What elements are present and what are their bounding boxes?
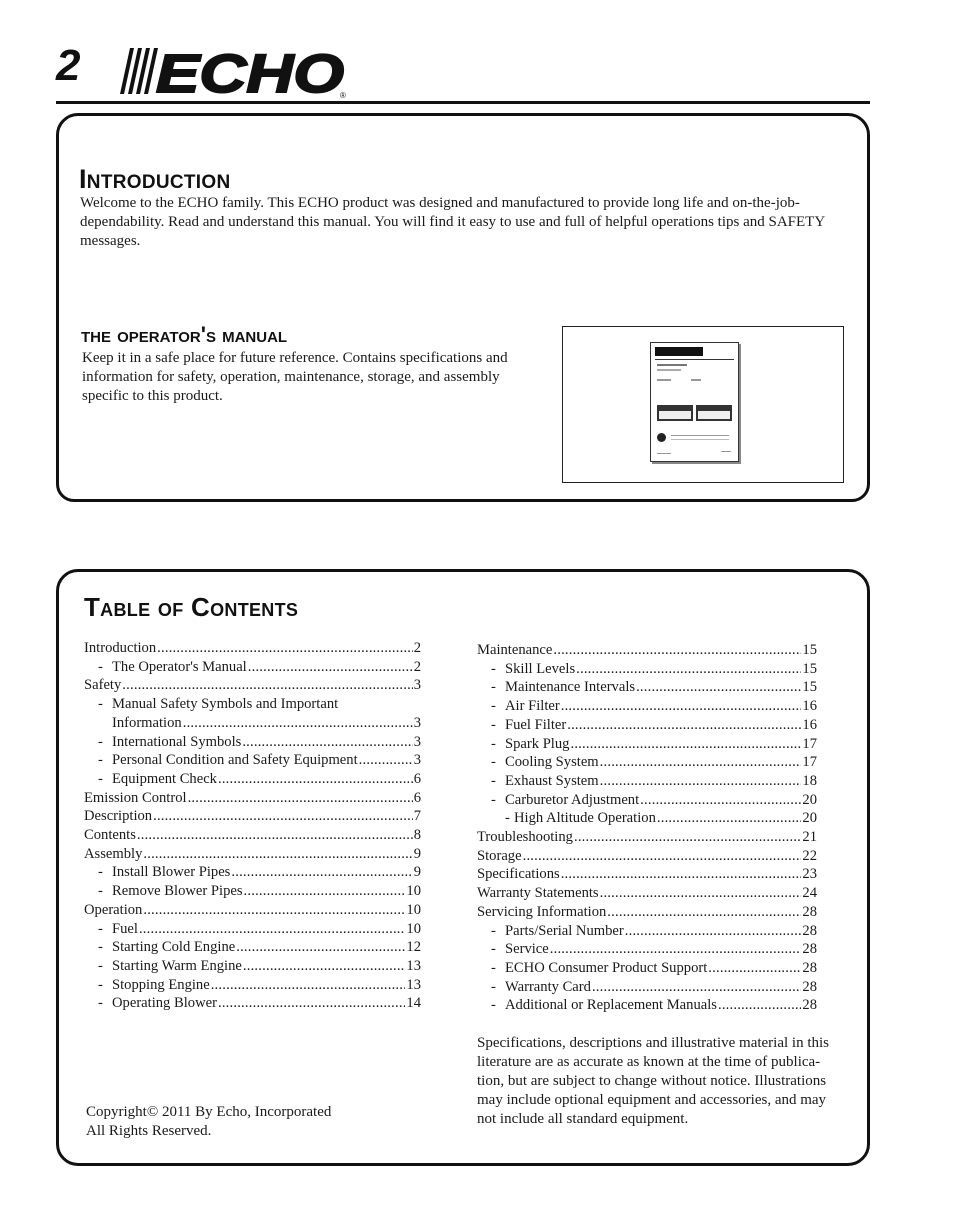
toc-entry[interactable] [477, 959, 817, 978]
toc-entry-bullet: - [491, 735, 496, 752]
toc-leader-dots [218, 994, 405, 1013]
toc-entry[interactable] [84, 863, 421, 882]
toc-entry[interactable] [477, 847, 817, 866]
manual-cover-illustration [562, 326, 844, 483]
toc-entry[interactable] [477, 865, 817, 884]
toc-entry-page: 28 [802, 903, 817, 920]
toc-entry-label: Personal Condition and Safety Equipment [112, 752, 358, 769]
toc-leader-dots [143, 901, 405, 920]
toc-entry-label: Emission Control [84, 789, 187, 806]
toc-entry-page: 13 [406, 957, 421, 974]
toc-entry[interactable] [84, 658, 421, 677]
toc-leader-dots [576, 660, 801, 679]
copyright-line: Copyright© 2011 By Echo, Incorporated [86, 1104, 332, 1120]
toc-entry[interactable] [477, 922, 817, 941]
toc-entry-bullet: - [491, 959, 496, 976]
toc-entry-label: Operation [84, 901, 143, 918]
toc-entry[interactable] [477, 791, 817, 810]
toc-entry-page: 23 [802, 866, 817, 883]
page-number: 2 [56, 41, 81, 90]
toc-leader-dots [143, 845, 412, 864]
disclaimer-text: Specifications, descriptions and illustrative material in this literature are as accurate as known at the time of publica-tion, but are subject to change without notice. Illustrations may include optional equipment and accessories, and may not include all standard equipment. [477, 1035, 830, 1127]
toc-entry-page: 17 [802, 754, 817, 771]
toc-entry-label: Fuel [112, 920, 138, 937]
toc-entry-label: ECHO Consumer Product Support [505, 959, 708, 976]
toc-entry[interactable] [477, 735, 817, 754]
toc-leader-dots [242, 733, 412, 752]
toc-entry-label: Exhaust System [505, 772, 599, 789]
toc-entry-page: 21 [802, 829, 817, 846]
toc-entry-label: Service [505, 941, 549, 958]
toc-entry-bullet: - [491, 754, 496, 771]
toc-leader-dots [636, 678, 801, 697]
toc-entry[interactable] [477, 978, 817, 997]
copyright-notice [86, 1103, 331, 1141]
toc-entry-label: Warranty Statements [477, 885, 599, 902]
toc-entry-bullet: - [98, 752, 103, 769]
toc-entry-page: 2 [413, 658, 421, 675]
toc-entry[interactable] [477, 828, 817, 847]
toc-entry-label: Assembly [84, 845, 143, 862]
toc-leader-dots [153, 807, 413, 826]
toc-leader-dots [600, 772, 802, 791]
toc-entry-label: Equipment Check [112, 770, 217, 787]
manual-cover-thumbnail [650, 342, 739, 462]
operators-manual-title: the operator's manual [81, 322, 288, 347]
toc-entry-label: Safety [84, 677, 122, 694]
table-of-contents-panel [56, 569, 870, 1166]
toc-entry[interactable] [84, 920, 421, 939]
toc-entry-page: 28 [802, 997, 817, 1014]
rights-line: All Rights Reserved. [86, 1123, 212, 1139]
toc-entry[interactable] [84, 845, 421, 864]
svg-text:®: ® [340, 91, 346, 100]
toc-leader-dots [625, 922, 802, 941]
toc-entry-label: International Symbols [112, 733, 242, 750]
toc-entry-label: Storage [477, 847, 522, 864]
toc-entry-bullet: - [98, 658, 103, 675]
toc-entry[interactable] [84, 695, 421, 714]
toc-entry-bullet: - [491, 698, 496, 715]
toc-leader-dots [183, 714, 413, 733]
toc-entry-page: 3 [413, 677, 421, 694]
toc-entry[interactable] [477, 697, 817, 716]
toc-entry-bullet: - [491, 660, 496, 677]
toc-leader-dots [137, 826, 413, 845]
toc-entry-bullet: - [98, 733, 103, 750]
toc-entry-page: 28 [802, 941, 817, 958]
toc-entry-bullet: - [98, 939, 103, 956]
header-rule [56, 101, 870, 104]
toc-entry-page: 3 [413, 752, 421, 769]
toc-entry-page: 10 [406, 920, 421, 937]
toc-entry-bullet: - [98, 957, 103, 974]
toc-entry-page: 16 [802, 716, 817, 733]
toc-entry-label: High Altitude Operation [514, 810, 656, 827]
toc-leader-dots [244, 882, 406, 901]
toc-entry-label: Install Blower Pipes [112, 864, 231, 881]
toc-entry-label: Warranty Card [505, 978, 591, 995]
operators-manual-text: Keep it in a safe place for future reference. Contains specifications and information for safety, operation, maintenance, storage, and assembly specific to this product. [82, 350, 508, 404]
toc-leader-dots [570, 735, 801, 754]
toc-leader-dots [574, 828, 801, 847]
toc-entry-label: Introduction [84, 640, 157, 656]
toc-entry-page: 20 [802, 791, 817, 808]
toc-entry-page: 9 [413, 845, 421, 862]
toc-entry-page: 17 [802, 735, 817, 752]
toc-entry[interactable] [84, 714, 421, 733]
toc-entry-page: 15 [802, 679, 817, 696]
toc-title: Table of Contents [84, 592, 299, 622]
svg-text:ECHO: ECHO [156, 44, 344, 100]
toc-entry[interactable] [477, 753, 817, 772]
toc-leader-dots [600, 753, 802, 772]
toc-entry[interactable] [84, 826, 421, 845]
toc-leader-dots [640, 791, 801, 810]
toc-entry[interactable] [477, 772, 817, 791]
toc-entry-label: Remove Blower Pipes [112, 883, 243, 900]
toc-entry[interactable] [477, 678, 817, 697]
toc-entry-label: Air Filter [505, 698, 560, 715]
toc-entry-page: 9 [413, 864, 421, 881]
toc-entry-label: Carburetor Adjustment [505, 791, 640, 808]
toc-leader-dots [248, 658, 413, 677]
toc-leader-dots [567, 716, 801, 735]
toc-entry[interactable] [477, 903, 817, 922]
toc-leader-dots [211, 976, 406, 995]
toc-entry[interactable] [477, 641, 817, 660]
toc-entry[interactable] [477, 996, 817, 1015]
introduction-panel [56, 113, 870, 502]
toc-entry-bullet: - [491, 772, 496, 789]
toc-entry-label: Servicing Information [477, 903, 607, 920]
toc-entry[interactable] [84, 976, 421, 995]
toc-entry[interactable] [84, 733, 421, 752]
toc-entry-label: Fuel Filter [505, 716, 567, 733]
toc-entry[interactable] [84, 639, 421, 658]
toc-entry-bullet: - [98, 883, 103, 900]
toc-entry-page: 15 [802, 642, 817, 658]
toc-entry-bullet: - [491, 791, 496, 808]
toc-leader-dots [523, 847, 802, 866]
toc-leader-dots [607, 903, 801, 922]
toc-leader-dots [122, 676, 412, 695]
toc-entry-label: Operating Blower [112, 995, 217, 1012]
introduction-text: Welcome to the ECHO family. This ECHO product was designed and manufactured to provide long life and on-the-job-dependability. Read and understand this manual. You will find it easy to use and full of helpful operations tips and SAFETY messages. [80, 195, 825, 249]
toc-entry-page: 10 [406, 901, 421, 918]
toc-entry-bullet: - [98, 770, 103, 787]
toc-entry-label: Starting Warm Engine [112, 957, 242, 974]
toc-entry[interactable] [84, 938, 421, 957]
toc-entry-bullet: - [491, 716, 496, 733]
toc-entry-page: 2 [413, 640, 421, 656]
toc-entry-page: 24 [802, 885, 817, 902]
toc-leader-dots [218, 770, 413, 789]
toc-entry[interactable] [477, 940, 817, 959]
toc-entry-label: Contents [84, 827, 136, 844]
toc-entry[interactable] [84, 882, 421, 901]
toc-entry[interactable] [477, 809, 817, 828]
toc-entry-label: Cooling System [505, 754, 599, 771]
toc-entry-bullet: - [491, 922, 496, 939]
toc-entry-page: 16 [802, 698, 817, 715]
toc-entry[interactable] [84, 789, 421, 808]
toc-leader-dots [359, 751, 413, 770]
toc-leader-dots [561, 865, 802, 884]
toc-entry-label: Manual Safety Symbols and Important [112, 696, 339, 713]
toc-entry-label: Information [112, 714, 182, 731]
toc-leader-dots [139, 920, 405, 939]
toc-entry-page: 12 [406, 939, 421, 956]
toc-leader-dots [657, 809, 802, 828]
toc-entry-bullet: - [98, 864, 103, 881]
echo-logo [116, 42, 356, 100]
toc-entry[interactable] [84, 676, 421, 695]
toc-entry-page: 14 [406, 995, 421, 1012]
toc-entry-label: Parts/Serial Number [505, 922, 624, 939]
toc-leader-dots [243, 957, 406, 976]
toc-entry[interactable] [477, 884, 817, 903]
toc-entry-page: 28 [802, 978, 817, 995]
toc-entry-label: The Operator's Manual [112, 658, 247, 675]
toc-entry[interactable] [84, 751, 421, 770]
toc-entry-page: 15 [802, 660, 817, 677]
toc-entry-page: 7 [413, 808, 421, 825]
toc-entry-label: Spark Plug [505, 735, 570, 752]
toc-entry-label: Stopping Engine [112, 976, 210, 993]
toc-entry[interactable] [84, 807, 421, 826]
toc-leader-dots [561, 697, 802, 716]
toc-entry-page: 28 [802, 959, 817, 976]
toc-entry-page: 3 [413, 714, 421, 731]
toc-entry-page: 28 [802, 922, 817, 939]
toc-entry-label: Maintenance Intervals [505, 679, 636, 696]
toc-entry[interactable] [477, 716, 817, 735]
toc-entry[interactable] [84, 994, 421, 1013]
toc-leader-dots [157, 639, 413, 658]
toc-leader-dots [600, 884, 802, 903]
toc-entry-bullet: - [505, 810, 510, 827]
toc-leader-dots [236, 938, 405, 957]
toc-entry-page: 13 [406, 976, 421, 993]
toc-left-column [84, 639, 421, 1013]
toc-entry[interactable] [84, 901, 421, 920]
toc-entry-bullet: - [491, 679, 496, 696]
toc-entry-bullet: - [491, 978, 496, 995]
toc-entry-label: Troubleshooting [477, 829, 573, 846]
toc-entry-label: Maintenance [477, 642, 553, 658]
toc-leader-dots [550, 940, 802, 959]
toc-entry-bullet: - [491, 997, 496, 1014]
toc-entry-bullet: - [98, 976, 103, 993]
toc-entry-page: 10 [406, 883, 421, 900]
toc-entry[interactable] [84, 770, 421, 789]
toc-leader-dots [231, 863, 412, 882]
toc-entry-page: 22 [802, 847, 817, 864]
toc-entry-bullet: - [98, 995, 103, 1012]
toc-entry[interactable] [84, 957, 421, 976]
toc-leader-dots [553, 641, 801, 660]
toc-entry-bullet: - [98, 696, 103, 713]
introduction-title: Introduction [79, 164, 231, 194]
toc-entry-bullet: - [491, 941, 496, 958]
toc-entry[interactable] [477, 660, 817, 679]
toc-entry-label: Specifications [477, 866, 560, 883]
toc-entry-page: 6 [413, 770, 421, 787]
toc-leader-dots [592, 978, 801, 997]
toc-leader-dots [188, 789, 413, 808]
toc-entry-page: 6 [413, 789, 421, 806]
toc-entry-label: Additional or Replacement Manuals [505, 997, 717, 1014]
toc-entry-label: Starting Cold Engine [112, 939, 236, 956]
toc-right-column [477, 641, 817, 1015]
toc-entry-page: 8 [413, 827, 421, 844]
toc-entry-label: Description [84, 808, 153, 825]
toc-leader-dots [718, 996, 801, 1015]
toc-entry-page: 18 [802, 772, 817, 789]
toc-entry-page: 20 [802, 810, 817, 827]
toc-entry-page: 3 [413, 733, 421, 750]
toc-entry-label: Skill Levels [505, 660, 576, 677]
toc-leader-dots [708, 959, 801, 978]
toc-entry-bullet: - [98, 920, 103, 937]
